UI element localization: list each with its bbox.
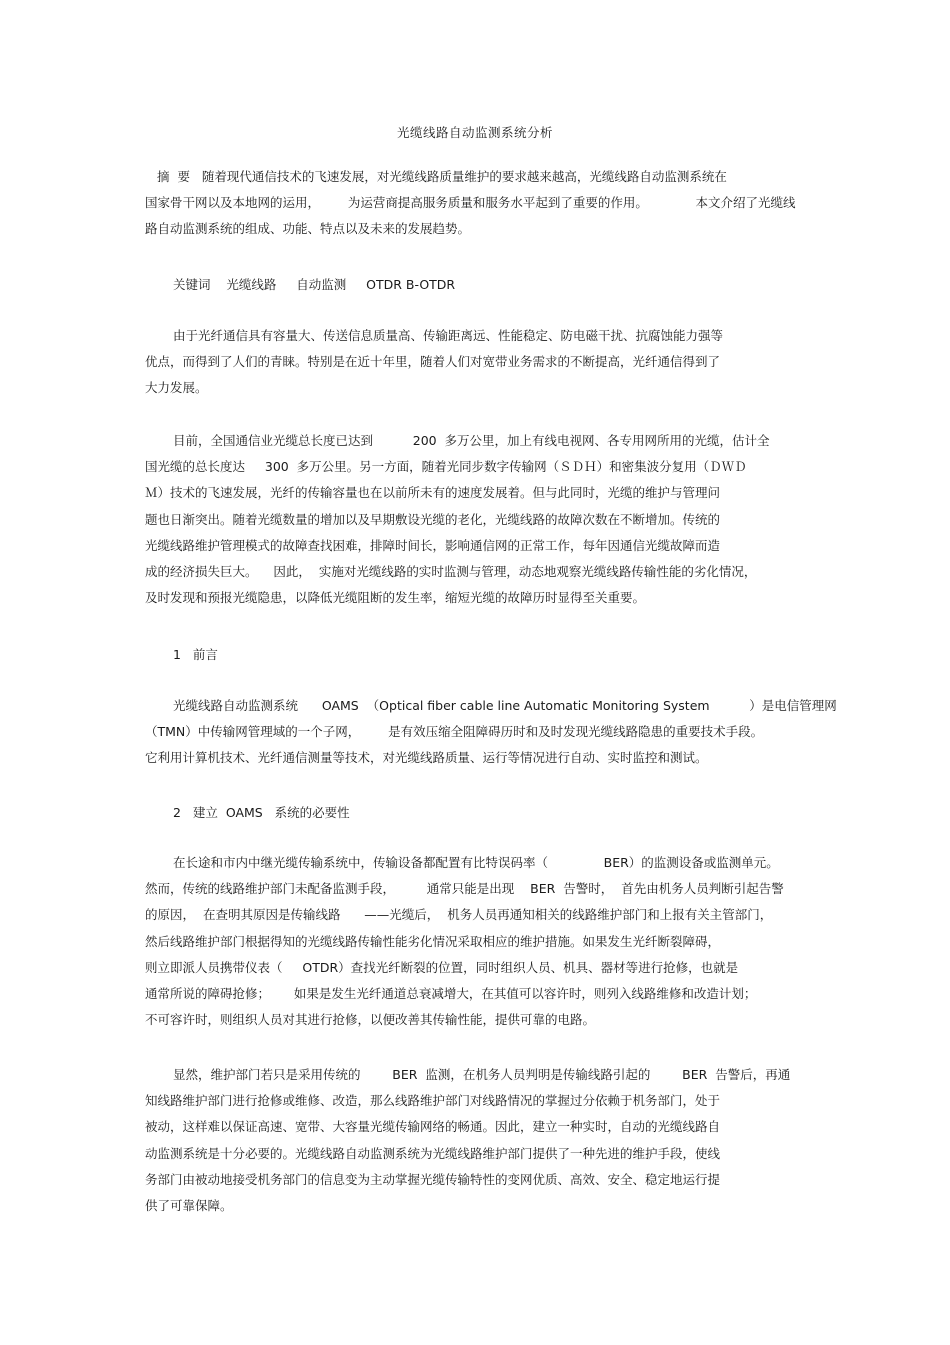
keywords-line: 关键词 光缆线路 自动监测 OTDR B-OTDR xyxy=(173,277,456,292)
text-line: 国光缆的总长度达 300 多万公里。另一方面，随着光同步数字传输网（ＳＤＨ）和密集波分复用（ＤＷＤ xyxy=(145,459,747,475)
abstract-paragraph xyxy=(145,164,810,243)
text-line: 大力发展。 xyxy=(145,380,208,396)
text-line: 在长途和市内中继光缆传输系统中，传输设备都配置有比特误码率（ BER）的监测设备或监测单元。 xyxy=(173,855,779,870)
text-line: 路自动监测系统的组成、功能、特点以及未来的发展趋势。 xyxy=(145,221,471,237)
section-heading-1: 1 前言 xyxy=(173,647,218,662)
text-line: 然而，传统的线路维护部门未配备监测手段， 通常只能是出现 BER 告警时， 首先由机务人员判断引起告警 xyxy=(145,881,784,897)
text-line: 则立即派人员携带仪表（ OTDR）查找光纤断裂的位置，同时组织人员、机具、器材等进行抢修，也就是 xyxy=(145,959,739,975)
text-line: 光缆线路维护管理模式的故障查找困难，排障时间长，影响通信网的正常工作，每年因通信光缆故障而造 xyxy=(145,537,721,553)
text-line: 由于光纤通信具有容量大、传送信息质量高、传输距离远、性能稳定、防电磁干扰、抗腐蚀能力强等 xyxy=(173,328,724,343)
text-line: 不可容许时，则组织人员对其进行抢修，以便改善其传输性能，提供可靠的电路。 xyxy=(145,1012,596,1028)
text-line: 务部门由被动地接受机务部门的信息变为主动掌握光缆传输特性的变网优质、高效、安全、稳定地运行提 xyxy=(145,1171,721,1187)
text-line: 优点，而得到了人们的青睐。特别是在近十年里，随着人们对宽带业务需求的不断提高，光纤通信得到了 xyxy=(145,354,721,370)
text-line: （TMN）中传输网管理域的一个子网， 是有效压缩全阻障碍历时和及时发现光缆线路隐患的重要技术手段。 xyxy=(145,724,764,740)
text-line: 及时发现和预报光缆隐患，以降低光缆阻断的发生率，缩短光缆的故障历时显得至关重要。 xyxy=(145,590,646,606)
text-line: 然后线路维护部门根据得知的光缆线路传输性能劣化情况采取相应的维护措施。如果发生光纤断裂障碍， xyxy=(145,933,721,949)
status-paragraph xyxy=(145,428,810,611)
text-line: 光缆线路自动监测系统 OAMS （Optical fiber cable line Automatic Monitoring System ）是电信管理网 xyxy=(173,698,837,713)
section-heading-2: 2 建立 OAMS 系统的必要性 xyxy=(173,805,350,820)
conclusion-paragraph xyxy=(145,1062,810,1219)
text-line: 题也日渐突出。随着光缆数量的增加以及早期敷设光缆的老化，光缆线路的故障次数在不断增加。传统的 xyxy=(145,511,721,527)
text-line: Ｍ）技术的飞速发展，光纤的传输容量也在以前所未有的速度发展着。但与此同时，光缆的维护与管理问 xyxy=(145,485,721,501)
text-line: 被动，这样难以保证高速、宽带、大容量光缆传输网络的畅通。因此，建立一种实时，自动的光缆线路自 xyxy=(145,1119,721,1135)
document-title: 光缆线路自动监测系统分析 xyxy=(396,125,553,140)
necessity-paragraph xyxy=(145,850,810,1033)
text-line: 摘 要 随着现代通信技术的飞速发展，对光缆线路质量维护的要求越来越高，光缆线路自动监测系统在 xyxy=(157,169,727,184)
intro-paragraph xyxy=(145,323,810,402)
text-line: 成的经济损失巨大。 因此， 实施对光缆线路的实时监测与管理，动态地观察光缆线路传输性能的劣化情况， xyxy=(145,563,757,579)
text-line: 供了可靠保障。 xyxy=(145,1197,233,1213)
text-line: 国家骨干网以及本地网的运用， 为运营商提高服务质量和服务水平起到了重要的作用。 本文介绍了光缆线 xyxy=(145,195,796,211)
text-line: 它利用计算机技术、光纤通信测量等技术，对光缆线路质量、运行等情况进行自动、实时监控和测试。 xyxy=(145,750,708,766)
text-line: 显然，维护部门若只是采用传统的 BER 监测，在机务人员判明是传输线路引起的 BER 告警后，再通 xyxy=(173,1067,791,1082)
text-line: 知线路维护部门进行抢修或维修、改造，那么线路维护部门对线路情况的掌握过分依赖于机务部门，处于 xyxy=(145,1093,721,1109)
oams-definition-paragraph xyxy=(145,693,837,772)
text-line: 动监测系统是十分必要的。光缆线路自动监测系统为光缆线路维护部门提供了一种先进的维护手段，使线 xyxy=(145,1145,721,1161)
text-line: 的原因， 在查明其原因是传输线路 ——光缆后， 机务人员再通知相关的线路维护部门和上报有关主管部门， xyxy=(145,907,773,923)
text-line: 通常所说的障碍抢修； 如果是发生光纤通道总衰减增大，在其值可以容许时，则列入线路维修和改造计划； xyxy=(145,985,757,1001)
text-line: 目前，全国通信业光缆总长度已达到 200 多万公里，加上有线电视网、各专用网所用的光缆，估计全 xyxy=(173,433,770,448)
